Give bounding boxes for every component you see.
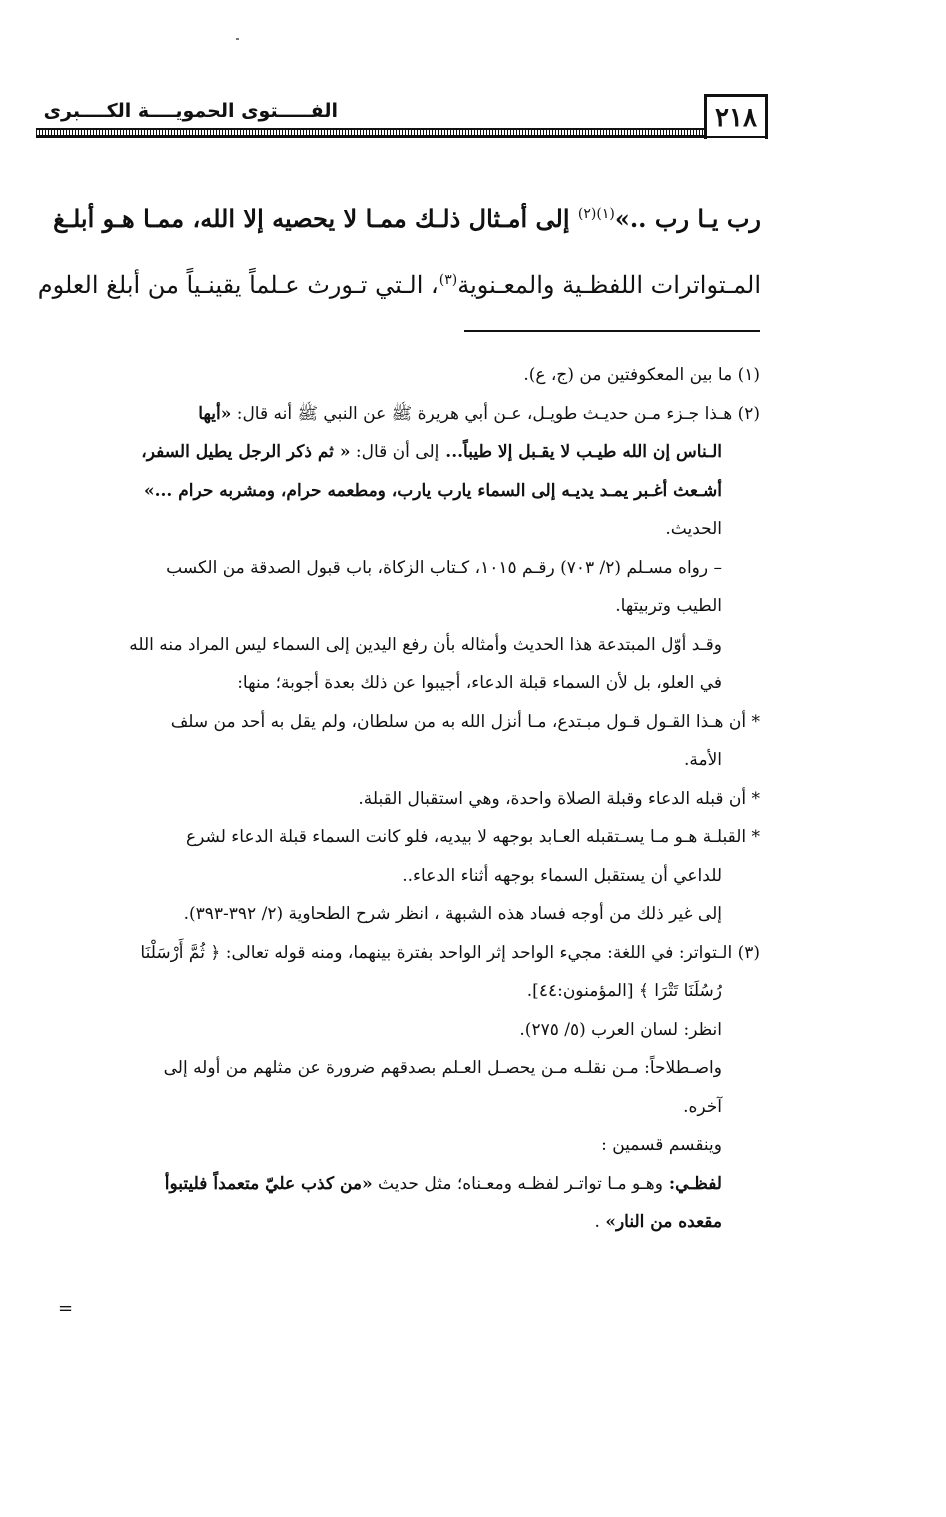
footnote-2-line: * القبلـة هـو مـا يسـتقبله العـابد بوجهه لا بيديه، فلو كانت السماء قبلة الدعاء لشرع	[186, 827, 760, 847]
hadith-quote: الـناس إن الله طيـب لا يقـبل إلا طيباً...	[439, 442, 722, 462]
hadith-quote: مقعده من النار»	[605, 1212, 722, 1232]
footnote-2-line: إلى غير ذلك من أوجه فساد هذه الشبهة ، انظر شرح الطحاوية (٢/ ٣٩٢-٣٩٣).	[183, 904, 722, 924]
main-text-segment: المـتواترات اللفظـية والمعـنوية	[457, 271, 761, 299]
footnote-text: وهـو مـا تواتـر لفظـه ومعـناه؛ مثل حديث	[372, 1173, 663, 1194]
page-header	[36, 92, 768, 148]
hadith-end: رب يـا رب ..»	[614, 204, 761, 233]
footnote-2-line	[48, 433, 760, 472]
footnote-2-line: الطيب وتربيتها.	[615, 596, 722, 616]
footnote-2-line: * أن قبله الدعاء وقبلة الصلاة واحدة، وهي استقبال القبلة.	[358, 788, 760, 809]
footnote-2-line: الحديث.	[665, 519, 722, 539]
continuation-mark: =	[58, 1298, 74, 1319]
header-underline	[36, 136, 768, 138]
main-text	[37, 186, 761, 318]
hadith-quote: «من كذب عليّ متعمداً فليتبوأ	[164, 1173, 373, 1194]
hadith-quote: «أيها	[198, 403, 232, 424]
term-label: لفظـي:	[662, 1173, 722, 1194]
footnote-3-line	[48, 1203, 760, 1242]
footnote-1: (١) ما بين المعكوفتين من (ج، ع).	[523, 365, 760, 385]
footnote-ref: (١)(٢)	[577, 206, 615, 222]
footnote-ref: (٣)	[438, 272, 458, 288]
footnote-3-line: آخره.	[683, 1096, 722, 1117]
page-number: ٢١٨	[704, 94, 768, 139]
footnote-2-line: أشـعث أغـبر يمـد يديـه إلى السماء يارب يارب، ومطعمه حرام، ومشربه حرام ...»	[143, 480, 722, 501]
hadith-quote: « ثم ذكر الرجل يطيل السفر،	[141, 442, 351, 462]
footnote-3-line: (٣) الـتواتر: في اللغة: مجيء الواحد إثر الواحد بفترة بينهما، ومنه قوله تعالى: ﴿ ثُمَّ أَرْسَلْنَا	[140, 942, 760, 963]
footnote-3-line: رُسُلَنَا تَتْرَا ﴾ [المؤمنون:٤٤].	[526, 981, 722, 1001]
footnote-2-line: الأمة.	[683, 750, 722, 770]
footnote-2-line: في العلو، بل لأن السماء قبلة الدعاء، أجيبوا عن ذلك بعدة أجوبة؛ منها:	[237, 673, 722, 693]
footnote-2-line: * أن هـذا القـول قـول مبـتدع، مـا أنزل الله به من سلطان، ولم يقل به أحد من سلف	[170, 711, 760, 732]
scan-speck	[236, 38, 239, 40]
running-title: الفـــــتوى الحمويــــة الكــــبرى	[43, 100, 338, 122]
main-text-segment: ، الـتي تـورث عـلماً يقينـياً من أبلغ العلوم	[37, 271, 439, 299]
footnote-3-line: واصـطلاحاً: مـن نقلـه مـن يحصـل العـلم بصدقهم ضرورة عن مثلهم من أوله إلى	[163, 1058, 722, 1078]
footnote-2-line	[48, 395, 760, 434]
main-line-2	[37, 252, 761, 318]
footnote-3-line	[48, 1165, 760, 1204]
footnote-2-line: – رواه مسـلم (٢/ ٧٠٣) رقـم ١٠١٥، كـتاب الزكاة، باب قبول الصدقة من الكسب	[166, 557, 722, 578]
footnote-text: .	[594, 1212, 606, 1232]
footnote-2-line: وقـد أوّل المبتدعة هذا الحديث وأمثاله بأن رفع اليدين إلى السماء ليس المراد منه الله	[129, 634, 722, 655]
main-line-1	[40, 186, 761, 252]
footnote-3-line: انظر: لسان العرب (٥/ ٢٧٥).	[519, 1019, 722, 1040]
footnote-separator	[464, 330, 760, 332]
footnotes	[48, 356, 760, 1242]
main-text-segment: إلى أمـثال ذلـك ممـا لا يحصيه إلا الله، ممـا هـو أبلـغ	[53, 204, 578, 233]
footnote-text: (٢) هـذا جـزء مـن حديـث طويـل، عـن أبي هريرة ﷺ عن النبي ﷺ أنه قال:	[231, 403, 760, 424]
footnote-text: إلى أن قال:	[350, 442, 440, 462]
footnote-3-line: وينقسم قسمين :	[601, 1135, 722, 1155]
footnote-2-line: للداعي أن يستقبل السماء بوجهه أثناء الدعاء..	[402, 865, 722, 886]
